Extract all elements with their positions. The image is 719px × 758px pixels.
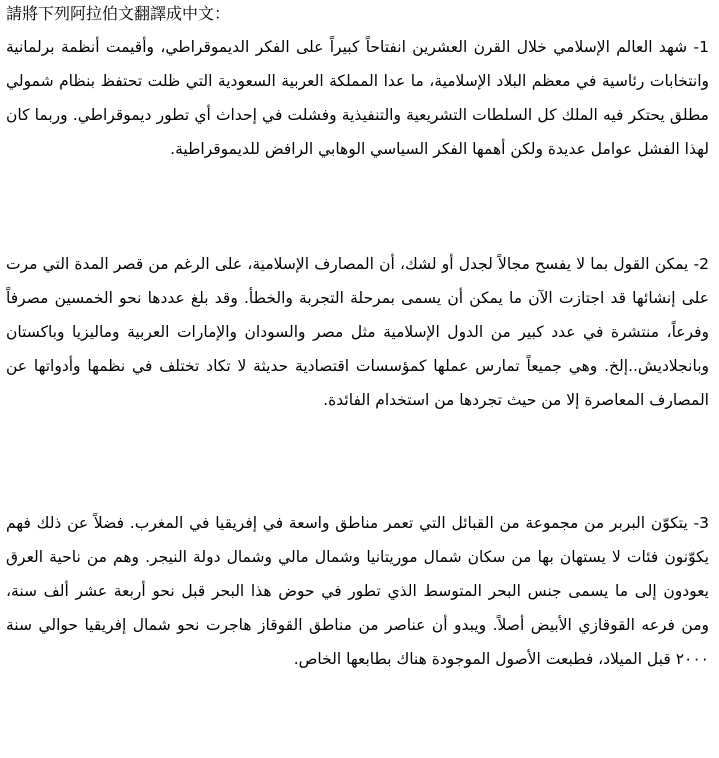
translation-instruction: 請將下列阿拉伯文翻譯成中文： xyxy=(6,4,231,23)
paragraph-1: 1- شهد العالم الإسلامي خلال القرن العشرين انفتاحاً كبيراً على الفكر الديموقراطي، وأقيمت أنظمة برلمانية وانتخابات رئاسية في معظم البلاد الإسلامية، ما عدا المملكة العربية السعودية التي ظلت تحتفظ بنظام شمولي مطلق يحتكر فيه الملك كل السلطات التشريعية والتنفيذية وفشلت في إحداث أي تطور ديموقراطي. وربما كان لهذا الفشل عوامل عديدة ولكن أهمها الفكر السياسي الوهابي الرافض للديموقراطية. xyxy=(6,38,709,158)
paragraph-2: 2- يمكن القول بما لا يفسح مجالاً لجدل أو لشك، أن المصارف الإسلامية، على الرغم من قصر المدة التي مرت على إنشائها قد اجتازت الآن ما يمكن أن يسمى بمرحلة التجربة والخطأ. وقد بلغ عددها نحو الخمسين مصرفاً وفرعاً، منتشرة في عدد كبير من الدول الإسلامية مثل مصر والسودان والإمارات العربية وماليزيا وباكستان وبانجلاديش..إلخ. وهي جميعاً تمارس عملها كمؤسسات اقتصادية حديثة لا تكاد تختلف في نظمها وأدواتها عن المصارف المعاصرة إلا من حيث تجردها من استخدام الفائدة. xyxy=(6,255,709,409)
paragraph-3: 3- يتكوّن البربر من مجموعة من القبائل التي تعمر مناطق واسعة في إفريقيا في المغرب. فضلاً عن ذلك فهم يكوّنون فئات لا يستهان بها من سكان شمال موريتانيا وشمال مالي وشمال دولة النيجر. وهم من ناحية العرق يعودون إلى ما يسمى جنس البحر المتوسط الذي تطور في حوض هذا البحر قبل نحو أربعة عشر ألف سنة، ومن فرعه القوقازي الأبيض أصلاً. ويبدو أن عناصر من مناطق القوقاز هاجرت نحو شمال إفريقيا حوالي سنة ٢٠٠٠ قبل الميلاد، فطبعت الأصول الموجودة هناك بطابعها الخاص. xyxy=(6,514,709,668)
